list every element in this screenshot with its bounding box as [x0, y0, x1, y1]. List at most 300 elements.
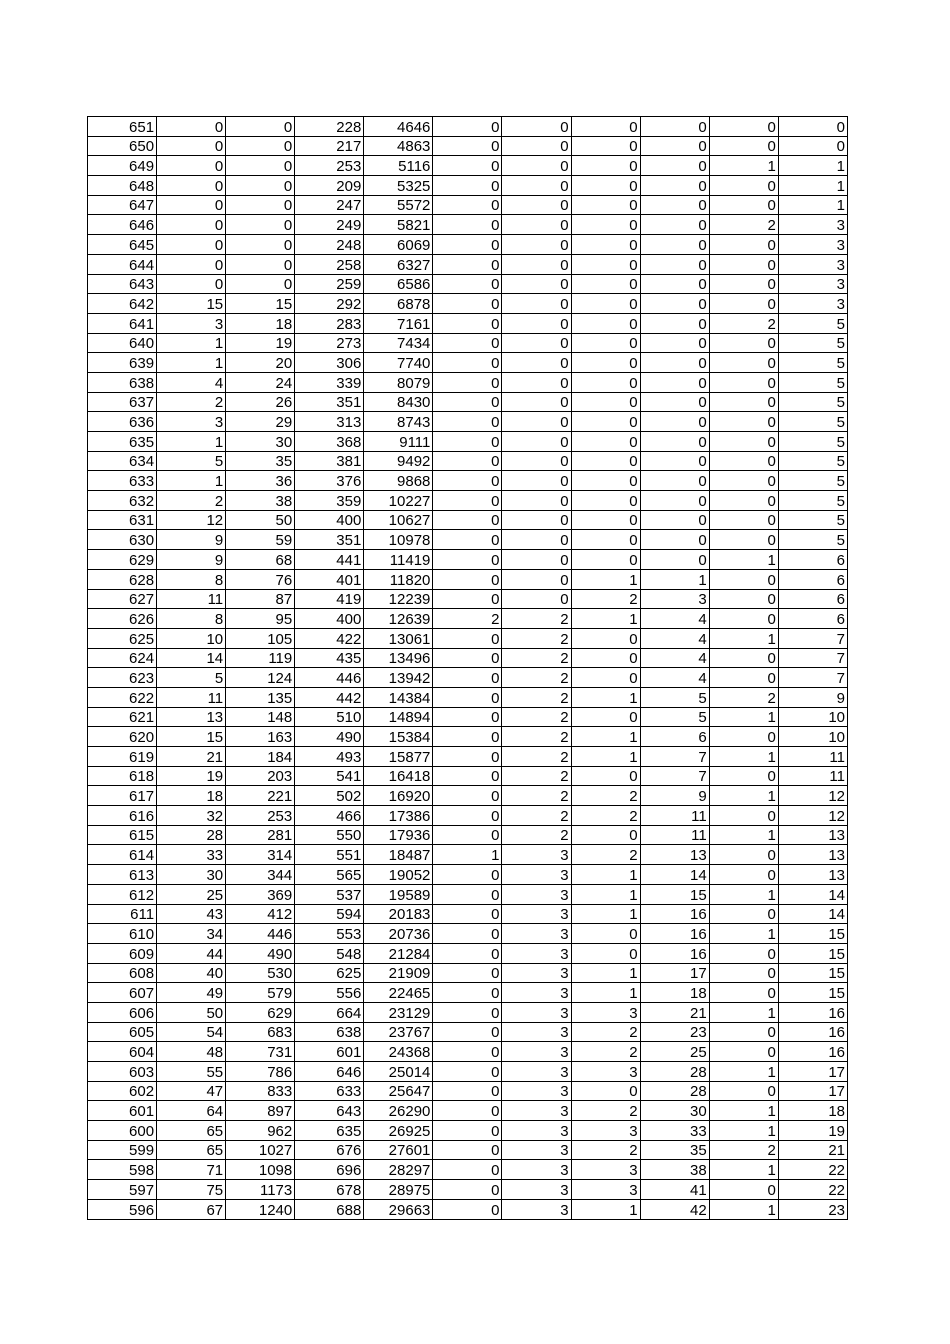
table-row — [88, 176, 848, 196]
table-cell: 1 — [640, 569, 709, 589]
table-cell: 1240 — [226, 1199, 295, 1219]
table-cell: 17386 — [364, 806, 433, 826]
table-cell: 5 — [778, 333, 847, 353]
table-cell: 1 — [157, 333, 226, 353]
table-cell: 381 — [295, 451, 364, 471]
table-cell: 5572 — [364, 195, 433, 215]
table-cell: 16 — [778, 1042, 847, 1062]
table-cell: 0 — [709, 195, 778, 215]
table-cell: 2 — [502, 609, 571, 629]
row-key-cell: 623 — [88, 668, 157, 688]
table-cell: 0 — [709, 943, 778, 963]
table-cell: 95 — [226, 609, 295, 629]
table-cell: 0 — [433, 333, 502, 353]
table-cell: 0 — [157, 195, 226, 215]
table-cell: 15 — [778, 943, 847, 963]
table-cell: 2 — [571, 786, 640, 806]
table-cell: 3 — [502, 963, 571, 983]
table-cell: 629 — [226, 1002, 295, 1022]
table-cell: 0 — [709, 471, 778, 491]
table-cell: 0 — [502, 333, 571, 353]
row-key-cell: 631 — [88, 510, 157, 530]
table-cell: 6586 — [364, 274, 433, 294]
table-cell: 5 — [778, 491, 847, 511]
table-cell: 2 — [571, 1022, 640, 1042]
table-cell: 490 — [295, 727, 364, 747]
table-cell: 3 — [157, 412, 226, 432]
table-row — [88, 117, 848, 137]
table-cell: 313 — [295, 412, 364, 432]
table-cell: 376 — [295, 471, 364, 491]
table-cell: 2 — [157, 392, 226, 412]
table-cell: 0 — [157, 117, 226, 137]
table-cell: 0 — [433, 530, 502, 550]
table-cell: 0 — [433, 1042, 502, 1062]
row-key-cell: 602 — [88, 1081, 157, 1101]
table-cell: 0 — [571, 195, 640, 215]
table-cell: 0 — [709, 865, 778, 885]
table-cell: 6 — [778, 609, 847, 629]
table-cell: 4 — [640, 648, 709, 668]
table-cell: 0 — [640, 294, 709, 314]
table-cell: 0 — [640, 412, 709, 432]
table-cell: 0 — [709, 609, 778, 629]
table-cell: 68 — [226, 550, 295, 570]
table-row — [88, 825, 848, 845]
table-cell: 203 — [226, 766, 295, 786]
table-cell: 0 — [502, 510, 571, 530]
table-cell: 2 — [571, 1101, 640, 1121]
table-cell: 26925 — [364, 1121, 433, 1141]
table-cell: 15384 — [364, 727, 433, 747]
table-cell: 3 — [778, 235, 847, 255]
table-cell: 0 — [571, 117, 640, 137]
table-cell: 11 — [157, 687, 226, 707]
row-key-cell: 606 — [88, 1002, 157, 1022]
table-cell: 0 — [571, 648, 640, 668]
table-cell: 21 — [640, 1002, 709, 1022]
table-cell: 23767 — [364, 1022, 433, 1042]
table-cell: 0 — [433, 865, 502, 885]
table-cell: 5 — [640, 707, 709, 727]
table-cell: 0 — [157, 215, 226, 235]
table-cell: 530 — [226, 963, 295, 983]
table-cell: 0 — [433, 707, 502, 727]
row-key-cell: 641 — [88, 313, 157, 333]
table-cell: 0 — [433, 117, 502, 137]
table-cell: 0 — [709, 1180, 778, 1200]
table-row — [88, 1199, 848, 1219]
table-cell: 18 — [640, 983, 709, 1003]
table-cell: 25647 — [364, 1081, 433, 1101]
table-cell: 0 — [433, 176, 502, 196]
table-cell: 0 — [157, 156, 226, 176]
table-cell: 643 — [295, 1101, 364, 1121]
table-cell: 11 — [640, 825, 709, 845]
table-cell: 19589 — [364, 884, 433, 904]
row-key-cell: 635 — [88, 432, 157, 452]
table-cell: 41 — [640, 1180, 709, 1200]
table-cell: 0 — [571, 550, 640, 570]
table-cell: 18487 — [364, 845, 433, 865]
table-cell: 0 — [157, 254, 226, 274]
table-row — [88, 1062, 848, 1082]
table-cell: 29 — [226, 412, 295, 432]
table-cell: 228 — [295, 117, 364, 137]
row-key-cell: 620 — [88, 727, 157, 747]
table-cell: 0 — [433, 254, 502, 274]
table-cell: 1 — [571, 1199, 640, 1219]
table-cell: 11 — [778, 766, 847, 786]
table-cell: 0 — [709, 983, 778, 1003]
table-row — [88, 963, 848, 983]
table-row — [88, 983, 848, 1003]
table-cell: 0 — [433, 687, 502, 707]
table-row — [88, 215, 848, 235]
row-key-cell: 624 — [88, 648, 157, 668]
table-cell: 1 — [709, 924, 778, 944]
table-cell: 1 — [433, 845, 502, 865]
table-cell: 646 — [295, 1062, 364, 1082]
table-cell: 0 — [571, 766, 640, 786]
row-key-cell: 615 — [88, 825, 157, 845]
table-cell: 1 — [709, 707, 778, 727]
table-row — [88, 392, 848, 412]
table-cell: 1 — [709, 1002, 778, 1022]
table-cell: 135 — [226, 687, 295, 707]
table-cell: 2 — [709, 215, 778, 235]
table-cell: 65 — [157, 1140, 226, 1160]
table-row — [88, 845, 848, 865]
table-cell: 1 — [778, 156, 847, 176]
table-cell: 368 — [295, 432, 364, 452]
table-cell: 435 — [295, 648, 364, 668]
row-key-cell: 621 — [88, 707, 157, 727]
table-cell: 0 — [640, 510, 709, 530]
table-cell: 163 — [226, 727, 295, 747]
row-key-cell: 628 — [88, 569, 157, 589]
table-cell: 0 — [433, 884, 502, 904]
table-cell: 253 — [226, 806, 295, 826]
table-cell: 12239 — [364, 589, 433, 609]
table-cell: 696 — [295, 1160, 364, 1180]
table-cell: 0 — [502, 530, 571, 550]
table-cell: 0 — [709, 806, 778, 826]
table-cell: 22465 — [364, 983, 433, 1003]
table-cell: 17 — [640, 963, 709, 983]
table-cell: 10978 — [364, 530, 433, 550]
table-cell: 1 — [571, 963, 640, 983]
table-cell: 13942 — [364, 668, 433, 688]
table-cell: 30 — [157, 865, 226, 885]
table-cell: 3 — [502, 943, 571, 963]
table-cell: 0 — [709, 766, 778, 786]
table-row — [88, 412, 848, 432]
table-cell: 30 — [226, 432, 295, 452]
table-cell: 0 — [433, 628, 502, 648]
row-key-cell: 605 — [88, 1022, 157, 1042]
table-cell: 5 — [778, 530, 847, 550]
table-row — [88, 432, 848, 452]
table-cell: 1 — [157, 432, 226, 452]
table-cell: 0 — [433, 491, 502, 511]
table-cell: 0 — [571, 510, 640, 530]
table-cell: 1173 — [226, 1180, 295, 1200]
table-cell: 594 — [295, 904, 364, 924]
table-cell: 0 — [502, 156, 571, 176]
table-cell: 3 — [571, 1160, 640, 1180]
table-cell: 1 — [709, 550, 778, 570]
table-cell: 6327 — [364, 254, 433, 274]
table-row — [88, 451, 848, 471]
table-cell: 541 — [295, 766, 364, 786]
table-cell: 292 — [295, 294, 364, 314]
table-cell: 0 — [433, 943, 502, 963]
table-cell: 0 — [571, 825, 640, 845]
table-cell: 0 — [640, 471, 709, 491]
row-key-cell: 642 — [88, 294, 157, 314]
table-cell: 0 — [226, 136, 295, 156]
table-cell: 0 — [433, 786, 502, 806]
table-cell: 3 — [571, 1062, 640, 1082]
table-row — [88, 550, 848, 570]
table-cell: 0 — [571, 392, 640, 412]
table-cell: 258 — [295, 254, 364, 274]
table-cell: 502 — [295, 786, 364, 806]
table-cell: 47 — [157, 1081, 226, 1101]
table-cell: 2 — [571, 589, 640, 609]
table-cell: 20183 — [364, 904, 433, 924]
table-cell: 13 — [778, 865, 847, 885]
table-cell: 0 — [571, 136, 640, 156]
table-cell: 3 — [502, 1022, 571, 1042]
table-cell: 7 — [778, 668, 847, 688]
table-cell: 0 — [640, 333, 709, 353]
table-row — [88, 1101, 848, 1121]
table-cell: 19 — [226, 333, 295, 353]
table-cell: 2 — [502, 747, 571, 767]
table-cell: 0 — [709, 668, 778, 688]
table-cell: 75 — [157, 1180, 226, 1200]
table-cell: 635 — [295, 1121, 364, 1141]
table-cell: 19 — [157, 766, 226, 786]
table-cell: 0 — [709, 569, 778, 589]
table-cell: 20 — [226, 353, 295, 373]
table-cell: 12 — [778, 786, 847, 806]
table-cell: 1 — [709, 825, 778, 845]
table-cell: 28 — [157, 825, 226, 845]
table-cell: 15 — [157, 727, 226, 747]
table-row — [88, 294, 848, 314]
table-cell: 34 — [157, 924, 226, 944]
table-cell: 0 — [778, 117, 847, 137]
table-cell: 550 — [295, 825, 364, 845]
table-cell: 0 — [709, 1081, 778, 1101]
table-cell: 1 — [571, 747, 640, 767]
table-cell: 401 — [295, 569, 364, 589]
table-cell: 6 — [778, 550, 847, 570]
table-row — [88, 609, 848, 629]
table-cell: 0 — [433, 392, 502, 412]
row-key-cell: 636 — [88, 412, 157, 432]
table-cell: 16 — [640, 943, 709, 963]
table-cell: 3 — [778, 215, 847, 235]
table-cell: 8743 — [364, 412, 433, 432]
row-key-cell: 613 — [88, 865, 157, 885]
table-cell: 17 — [778, 1081, 847, 1101]
table-cell: 9111 — [364, 432, 433, 452]
table-cell: 0 — [502, 412, 571, 432]
table-cell: 7740 — [364, 353, 433, 373]
table-cell: 6878 — [364, 294, 433, 314]
table-cell: 3 — [502, 1101, 571, 1121]
table-cell: 1 — [571, 884, 640, 904]
table-cell: 2 — [502, 806, 571, 826]
table-cell: 36 — [226, 471, 295, 491]
table-cell: 0 — [640, 274, 709, 294]
table-cell: 441 — [295, 550, 364, 570]
table-cell: 0 — [433, 274, 502, 294]
table-row — [88, 924, 848, 944]
table-cell: 0 — [433, 1081, 502, 1101]
table-cell: 59 — [226, 530, 295, 550]
table-row — [88, 1081, 848, 1101]
table-cell: 14 — [778, 904, 847, 924]
table-cell: 0 — [226, 235, 295, 255]
table-cell: 5 — [778, 412, 847, 432]
table-cell: 6 — [640, 727, 709, 747]
table-row — [88, 884, 848, 904]
table-cell: 15 — [157, 294, 226, 314]
table-cell: 0 — [709, 432, 778, 452]
row-key-cell: 632 — [88, 491, 157, 511]
table-cell: 4 — [640, 668, 709, 688]
table-cell: 0 — [502, 274, 571, 294]
table-cell: 0 — [571, 274, 640, 294]
table-cell: 3 — [502, 1062, 571, 1082]
table-cell: 1 — [571, 609, 640, 629]
table-cell: 0 — [433, 766, 502, 786]
table-cell: 0 — [709, 372, 778, 392]
table-cell: 23129 — [364, 1002, 433, 1022]
table-cell: 442 — [295, 687, 364, 707]
table-cell: 25 — [640, 1042, 709, 1062]
table-cell: 0 — [226, 274, 295, 294]
table-cell: 281 — [226, 825, 295, 845]
table-cell: 0 — [571, 156, 640, 176]
table-cell: 0 — [433, 1199, 502, 1219]
table-cell: 0 — [709, 963, 778, 983]
table-cell: 50 — [226, 510, 295, 530]
table-cell: 76 — [226, 569, 295, 589]
table-cell: 1 — [571, 904, 640, 924]
table-cell: 565 — [295, 865, 364, 885]
table-cell: 0 — [433, 156, 502, 176]
table-cell: 359 — [295, 491, 364, 511]
table-cell: 664 — [295, 1002, 364, 1022]
table-cell: 3 — [502, 1140, 571, 1160]
table-cell: 16 — [640, 904, 709, 924]
table-cell: 15 — [778, 963, 847, 983]
row-key-cell: 629 — [88, 550, 157, 570]
table-cell: 0 — [709, 530, 778, 550]
table-cell: 148 — [226, 707, 295, 727]
table-cell: 0 — [502, 372, 571, 392]
table-cell: 6 — [778, 569, 847, 589]
table-cell: 21284 — [364, 943, 433, 963]
table-cell: 249 — [295, 215, 364, 235]
table-cell: 38 — [226, 491, 295, 511]
table-cell: 48 — [157, 1042, 226, 1062]
score-table — [87, 116, 848, 1220]
table-cell: 638 — [295, 1022, 364, 1042]
table-cell: 5325 — [364, 176, 433, 196]
table-row — [88, 904, 848, 924]
table-cell: 22 — [778, 1160, 847, 1180]
row-key-cell: 634 — [88, 451, 157, 471]
row-key-cell: 626 — [88, 609, 157, 629]
table-cell: 5 — [778, 432, 847, 452]
table-cell: 3 — [157, 313, 226, 333]
table-cell: 1 — [571, 569, 640, 589]
table-cell: 3 — [571, 1180, 640, 1200]
table-cell: 25 — [157, 884, 226, 904]
row-key-cell: 604 — [88, 1042, 157, 1062]
table-cell: 8430 — [364, 392, 433, 412]
table-cell: 3 — [502, 1121, 571, 1141]
table-cell: 351 — [295, 530, 364, 550]
row-key-cell: 612 — [88, 884, 157, 904]
table-cell: 1 — [709, 786, 778, 806]
table-cell: 7 — [778, 648, 847, 668]
table-cell: 1 — [709, 628, 778, 648]
table-cell: 6069 — [364, 235, 433, 255]
table-cell: 10227 — [364, 491, 433, 511]
table-cell: 3 — [640, 589, 709, 609]
table-cell: 314 — [226, 845, 295, 865]
table-cell: 7 — [640, 747, 709, 767]
table-cell: 13496 — [364, 648, 433, 668]
table-cell: 0 — [709, 353, 778, 373]
table-cell: 0 — [571, 254, 640, 274]
table-cell: 3 — [571, 1002, 640, 1022]
table-cell: 273 — [295, 333, 364, 353]
table-cell: 33 — [640, 1121, 709, 1141]
table-cell: 0 — [226, 195, 295, 215]
table-cell: 0 — [709, 392, 778, 412]
table-cell: 2 — [502, 786, 571, 806]
table-cell: 0 — [433, 825, 502, 845]
table-cell: 119 — [226, 648, 295, 668]
table-cell: 1 — [571, 983, 640, 1003]
table-cell: 12 — [157, 510, 226, 530]
table-cell: 0 — [778, 136, 847, 156]
table-cell: 0 — [433, 136, 502, 156]
table-cell: 18 — [157, 786, 226, 806]
table-cell: 0 — [709, 904, 778, 924]
table-cell: 0 — [571, 707, 640, 727]
table-cell: 23 — [640, 1022, 709, 1042]
table-cell: 0 — [571, 451, 640, 471]
table-cell: 0 — [709, 274, 778, 294]
table-cell: 0 — [640, 392, 709, 412]
row-key-cell: 622 — [88, 687, 157, 707]
table-cell: 0 — [640, 215, 709, 235]
table-cell: 3 — [502, 924, 571, 944]
table-cell: 490 — [226, 943, 295, 963]
table-cell: 833 — [226, 1081, 295, 1101]
row-key-cell: 597 — [88, 1180, 157, 1200]
